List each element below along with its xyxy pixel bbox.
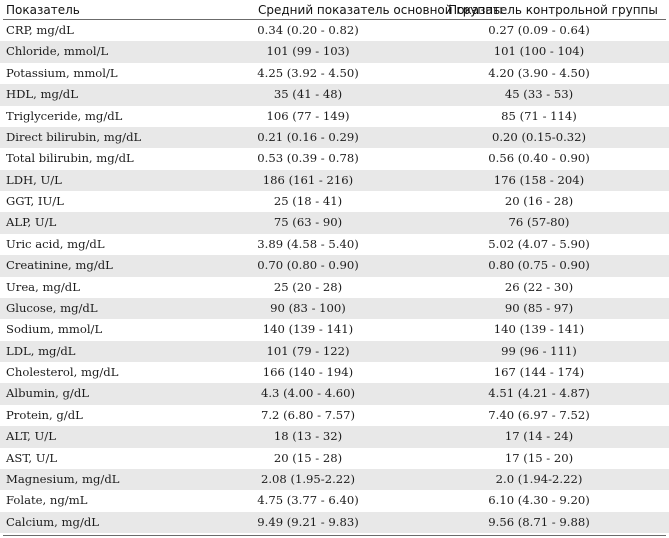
table-row: [0, 234, 669, 255]
table-row: [0, 84, 669, 105]
control-group-value: 2.0 (1.94-2.22): [495, 471, 583, 486]
header-control-group: Показатель контрольной группы: [448, 3, 658, 17]
main-group-value: 75 (63 - 90): [273, 215, 343, 230]
row-label: LDH, U/L: [6, 172, 62, 187]
row-label: Total bilirubin, mg/dL: [6, 151, 134, 166]
table-row: [0, 277, 669, 298]
header-indicator: Показатель: [6, 3, 80, 17]
main-group-value: 18 (13 - 32): [273, 429, 343, 444]
main-group-value: 4.3 (4.00 - 4.60): [260, 386, 356, 401]
control-group-value: 0.80 (0.75 - 0.90): [488, 258, 590, 273]
main-group-value: 3.89 (4.58 - 5.40): [257, 236, 359, 251]
table-row: [0, 362, 669, 383]
main-group-value: 9.49 (9.21 - 9.83): [257, 514, 359, 529]
control-group-value: 5.02 (4.07 - 5.90): [488, 236, 590, 251]
row-label: ALT, U/L: [6, 429, 56, 444]
table-row: [0, 191, 669, 212]
control-group-value: 17 (15 - 20): [504, 450, 574, 465]
row-label: AST, U/L: [6, 450, 58, 465]
row-label: LDL, mg/dL: [6, 343, 76, 358]
main-group-value: 0.34 (0.20 - 0.82): [257, 23, 359, 37]
table-bottom-border: [3, 535, 666, 536]
table-row: [0, 106, 669, 127]
row-label: Calcium, mg/dL: [6, 514, 99, 529]
row-label: Sodium, mmol/L: [6, 322, 103, 337]
row-label: Folate, ng/mL: [6, 493, 88, 508]
row-label: Creatinine, mg/dL: [6, 258, 113, 273]
row-label: Albumin, g/dL: [6, 386, 89, 401]
table-row: [0, 341, 669, 362]
row-label: ALP, U/L: [6, 215, 57, 230]
control-group-value: 6.10 (4.30 - 9.20): [488, 493, 590, 508]
control-group-value: 26 (22 - 30): [504, 279, 574, 294]
table-row: [0, 512, 669, 533]
row-label: Urea, mg/dL: [6, 279, 80, 294]
table-row: [0, 490, 669, 511]
row-label: Uric acid, mg/dL: [6, 236, 105, 251]
control-group-value: 17 (14 - 24): [504, 429, 574, 444]
control-group-value: 101 (100 - 104): [493, 44, 585, 59]
row-label: Direct bilirubin, mg/dL: [6, 129, 142, 144]
table-row: [0, 127, 669, 148]
control-group-value: 85 (71 - 114): [501, 108, 577, 123]
main-group-value: 106 (77 - 149): [266, 108, 350, 123]
main-group-value: 90 (83 - 100): [270, 300, 346, 315]
main-group-value: 0.53 (0.39 - 0.78): [257, 151, 359, 166]
row-label: Protein, g/dL: [6, 407, 83, 422]
row-label: Triglyceride, mg/dL: [6, 108, 123, 123]
table-row: [0, 63, 669, 84]
control-group-value: 76 (57-80): [508, 215, 570, 230]
table-row: [0, 212, 669, 233]
main-group-value: 101 (99 - 103): [266, 44, 350, 59]
table-row: [0, 170, 669, 191]
row-label: Magnesium, mg/dL: [6, 471, 120, 486]
control-group-value: 45 (33 - 53): [504, 87, 574, 102]
main-group-value: 7.2 (6.80 - 7.57): [260, 407, 356, 422]
table-header: [0, 0, 669, 20]
main-group-value: 166 (140 - 194): [262, 365, 354, 379]
table-body: [0, 20, 669, 533]
row-label: Chloride, mmol/L: [6, 44, 109, 59]
table-row: [0, 255, 669, 276]
control-group-value: 4.20 (3.90 - 4.50): [488, 65, 590, 80]
table-row: [0, 298, 669, 319]
main-group-value: 20 (15 - 28): [273, 450, 343, 465]
row-label: Glucose, mg/dL: [6, 300, 98, 315]
table-row: [0, 426, 669, 447]
main-group-value: 2.08 (1.95-2.22): [260, 471, 356, 486]
main-group-value: 186 (161 - 216): [262, 172, 354, 187]
control-group-value: 167 (144 - 174): [493, 365, 585, 379]
control-group-value: 0.20 (0.15-0.32): [491, 129, 587, 144]
row-label: HDL, mg/dL: [6, 87, 78, 102]
table-row: [0, 469, 669, 490]
header-main-group: Средний показатель основной группы: [258, 3, 503, 17]
control-group-value: 0.56 (0.40 - 0.90): [488, 151, 590, 166]
control-group-value: 90 (85 - 97): [504, 300, 574, 315]
control-group-value: 176 (158 - 204): [493, 172, 585, 187]
control-group-value: 7.40 (6.97 - 7.52): [488, 407, 590, 422]
row-label: Potassium, mmol/L: [6, 65, 118, 80]
control-group-value: 140 (139 - 141): [493, 322, 585, 337]
main-group-value: 25 (20 - 28): [273, 279, 343, 294]
table-row: [0, 383, 669, 404]
main-group-value: 140 (139 - 141): [262, 322, 354, 337]
control-group-value: 20 (16 - 28): [504, 194, 574, 208]
main-group-value: 0.21 (0.16 - 0.29): [257, 129, 359, 144]
table-row: [0, 319, 669, 340]
row-label: CRP, mg/dL: [6, 23, 74, 37]
table-row: [0, 405, 669, 426]
table-row: [0, 20, 669, 41]
table-row: [0, 448, 669, 469]
control-group-value: 99 (96 - 111): [501, 343, 577, 358]
row-label: Cholesterol, mg/dL: [6, 365, 119, 379]
main-group-value: 0.70 (0.80 - 0.90): [257, 258, 359, 273]
control-group-value: 0.27 (0.09 - 0.64): [488, 23, 590, 37]
main-group-value: 101 (79 - 122): [266, 343, 350, 358]
row-label: GGT, IU/L: [6, 194, 64, 208]
main-group-value: 4.75 (3.77 - 6.40): [257, 493, 359, 508]
main-group-value: 35 (41 - 48): [273, 87, 343, 102]
table-row: [0, 148, 669, 169]
control-group-value: 4.51 (4.21 - 4.87): [488, 386, 590, 401]
table-row: [0, 41, 669, 62]
main-group-value: 4.25 (3.92 - 4.50): [257, 65, 359, 80]
main-group-value: 25 (18 - 41): [273, 194, 343, 208]
control-group-value: 9.56 (8.71 - 9.88): [488, 514, 590, 529]
